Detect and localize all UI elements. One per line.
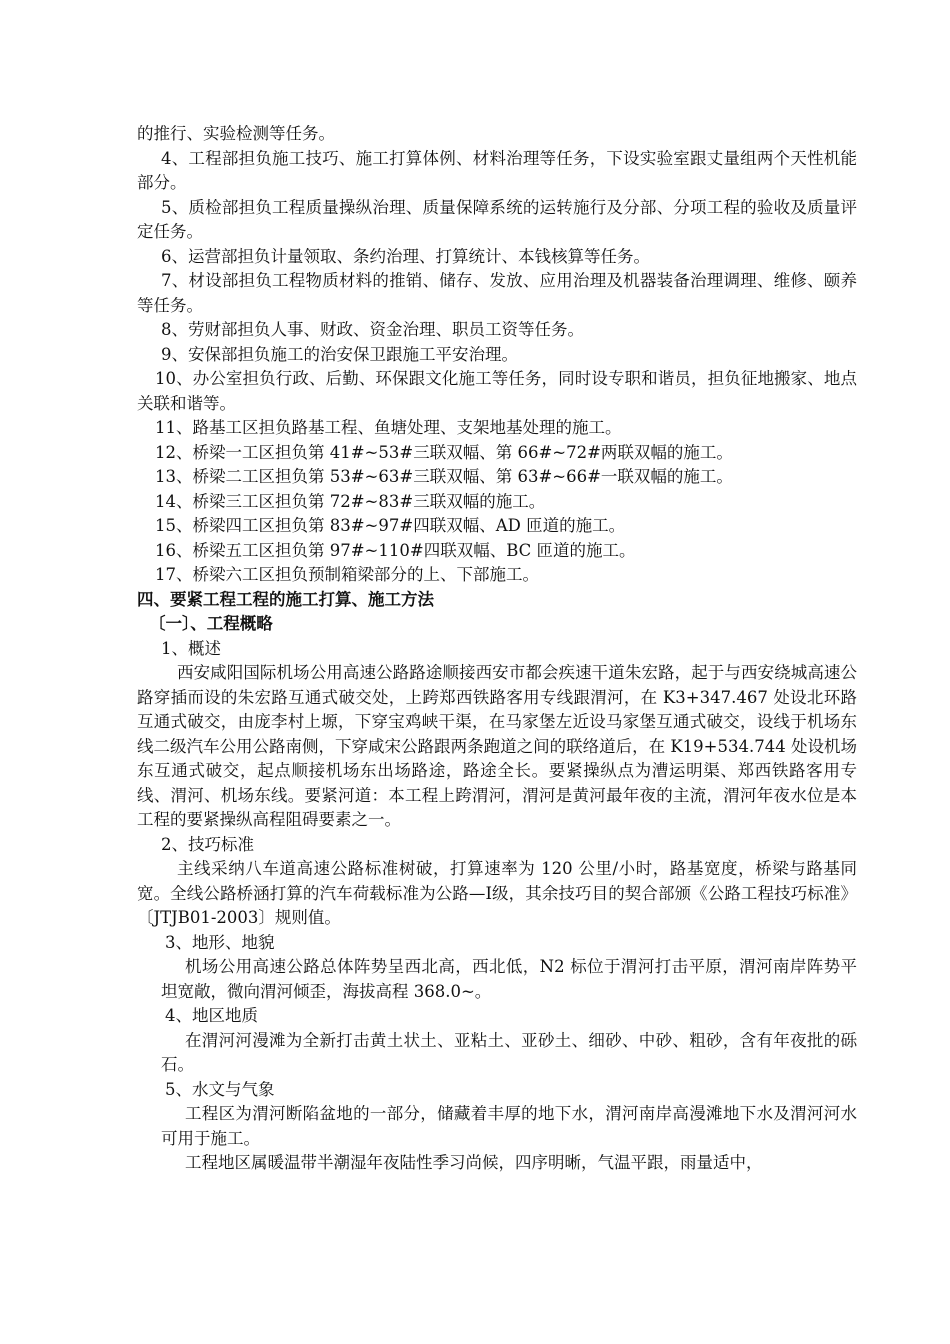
paragraph: 工程区为渭河断陷盆地的一部分，储藏着丰厚的地下水，渭河南岸高漫滩地下水及渭河河水可用于施工。 bbox=[161, 1104, 857, 1148]
section-heading: 四、要紧工程工程的施工打算、施工方法 bbox=[137, 589, 434, 609]
list-item: 9、安保部担负施工的治安保卫跟施工平安治理。 bbox=[161, 344, 518, 364]
list-item: 15、桥梁四工区担负第 83#~97#四联双幅、AD 匝道的施工。 bbox=[155, 516, 626, 535]
list-item: 6、运营部担负计量领取、条约治理、打算统计、本钱核算等任务。 bbox=[161, 246, 650, 266]
list-item: 5、质检部担负工程质量操纵治理、质量保障系统的运转施行及分部、分项工程的验收及质量评定任务。 bbox=[137, 197, 857, 241]
paragraph: 的推行、实验检测等任务。 bbox=[137, 124, 335, 143]
list-item: 7、材设部担负工程物质材料的推销、储存、发放、应用治理及机器装备治理调理、维修、颐养等任务。 bbox=[137, 271, 857, 315]
item-title: 1、概述 bbox=[161, 638, 221, 658]
item-title: 4、地区地质 bbox=[165, 1006, 258, 1025]
list-item: 14、桥梁三工区担负第 72#~83#三联双幅的施工。 bbox=[155, 491, 546, 511]
sub-heading: 〔一〕、工程概略 bbox=[149, 614, 273, 633]
paragraph: 西安咸阳国际机场公用高速公路路途顺接西安市都会疾速干道朱宏路，起于与西安绕城高速公路穿插而设的朱宏路互通式破交处，上跨郑西铁路客用专线跟渭河，在 K3+347.467 处设北环路互通式破交，由庞李村上塬，下穿宝鸡峡干渠，在马家堡左近设马家堡互通式破交，设线于机场东线二级汽车公用公路南侧，下穿咸宋公路跟两条跑道之间的联络道后，在 K19+534.744 处设机场东互通式破交，起点顺接机场东出场路途，路途全长。要紧操纵点为漕运明渠、郑西铁路客用专线、渭河、机场东线。要紧河道：本工程上跨渭河，渭河是黄河最年夜的主流，渭河年夜水位是本工程的要紧操纵高程阻碍要素之一。 bbox=[137, 663, 857, 829]
list-item: 12、桥梁一工区担负第 41#~53#三联双幅、第 66#~72#两联双幅的施工。 bbox=[155, 442, 733, 462]
paragraph: 主线采纳八车道高速公路标准树破，打算速率为 120 公里/小时，路基宽度，桥梁与路基同宽。全线公路桥涵打算的汽车荷载标准为公路—Ⅰ级，其余技巧目的契合部颁《公路工程技巧标准》〔JTJB01-2003〕规则值。 bbox=[137, 859, 857, 927]
list-item: 4、工程部担负施工技巧、施工打算体例、材料治理等任务，下设实验室跟丈量组两个天性机能部分。 bbox=[137, 148, 857, 192]
list-item: 10、办公室担负行政、后勤、环保跟文化施工等任务，同时设专职和谐员，担负征地搬家、地点关联和谐等。 bbox=[137, 369, 857, 413]
paragraph: 在渭河河漫滩为全新打击黄土状土、亚粘土、亚砂土、细砂、中砂、粗砂，含有年夜批的砾石。 bbox=[161, 1030, 857, 1074]
document-body bbox=[137, 122, 857, 1176]
paragraph: 机场公用高速公路总体阵势呈西北高，西北低，N2 标位于渭河打击平原，渭河南岸阵势平坦宽敞，微向渭河倾歪，海拔高程 368.0~。 bbox=[161, 957, 857, 1001]
item-title: 5、水文与气象 bbox=[165, 1079, 275, 1099]
item-title: 3、地形、地貌 bbox=[165, 932, 275, 952]
paragraph: 工程地区属暖温带半潮湿年夜陆性季习尚候，四序明晰，气温平跟，雨量适中， bbox=[185, 1153, 763, 1172]
list-item: 8、劳财部担负人事、财政、资金治理、职员工资等任务。 bbox=[161, 320, 584, 339]
list-item: 17、桥梁六工区担负预制箱梁部分的上、下部施工。 bbox=[155, 565, 539, 584]
list-item: 11、路基工区担负路基工程、鱼塘处理、支架地基处理的施工。 bbox=[155, 418, 622, 437]
list-item: 16、桥梁五工区担负第 97#~110#四联双幅、BC 匝道的施工。 bbox=[155, 540, 636, 560]
item-title: 2、技巧标准 bbox=[161, 834, 254, 854]
list-item: 13、桥梁二工区担负第 53#~63#三联双幅、第 63#~66#一联双幅的施工。 bbox=[155, 467, 733, 486]
